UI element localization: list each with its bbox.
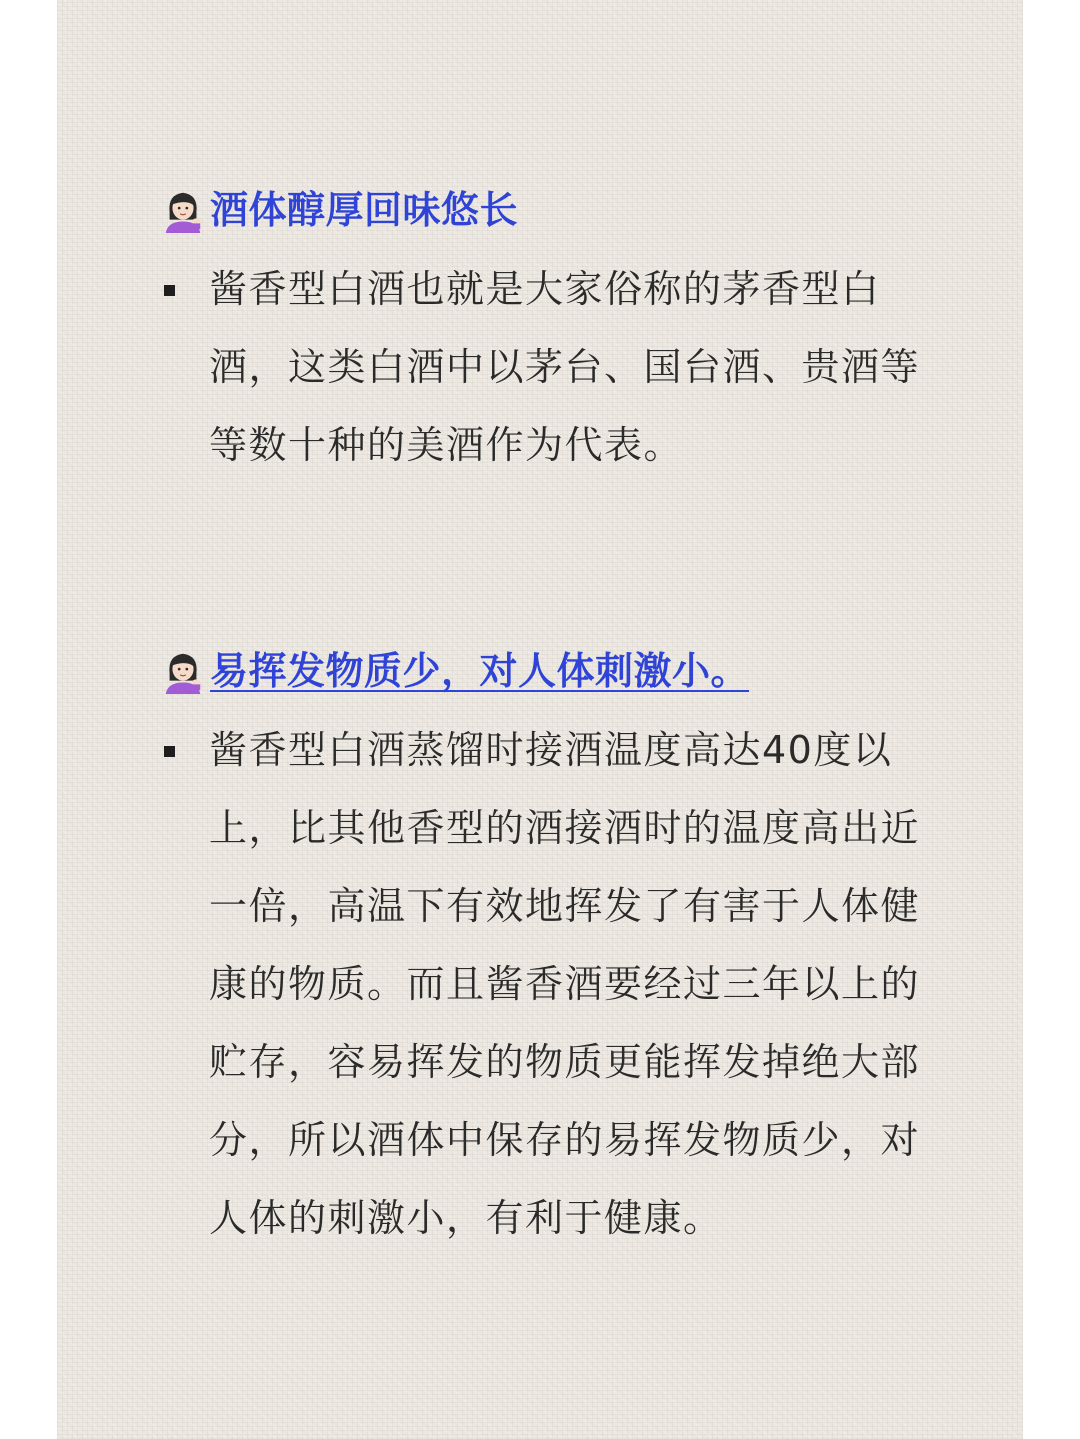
bullet-square-icon: [164, 746, 175, 757]
section-2-heading: [160, 646, 749, 696]
bullet-square-icon: [164, 285, 175, 296]
woman-tipping-hand-icon: [160, 187, 206, 233]
paper-background: [57, 0, 1023, 1439]
section-1-heading: [160, 185, 518, 235]
woman-tipping-hand-icon: [160, 648, 206, 694]
section-2-heading-text[interactable]: 易挥发物质少，对人体刺激小。: [210, 649, 750, 693]
section-1-body-text: 酱香型白酒也就是大家俗称的茅香型白酒，这类白酒中以茅台、国台酒、贵酒等等数十种的美酒作为代表。: [209, 267, 921, 467]
section-1-heading-text: 酒体醇厚回味悠长: [210, 188, 519, 232]
section-2-body-text: 酱香型白酒蒸馏时接酒温度高达40度以上，比其他香型的酒接酒时的温度高出近一倍，高温下有效地挥发了有害于人体健康的物质。而且酱香酒要经过三年以上的贮存，容易挥发的物质更能挥发掉绝大部分，所以酒体中保存的易挥发物质少，对人体的刺激小，有利于健康。: [209, 728, 921, 1240]
